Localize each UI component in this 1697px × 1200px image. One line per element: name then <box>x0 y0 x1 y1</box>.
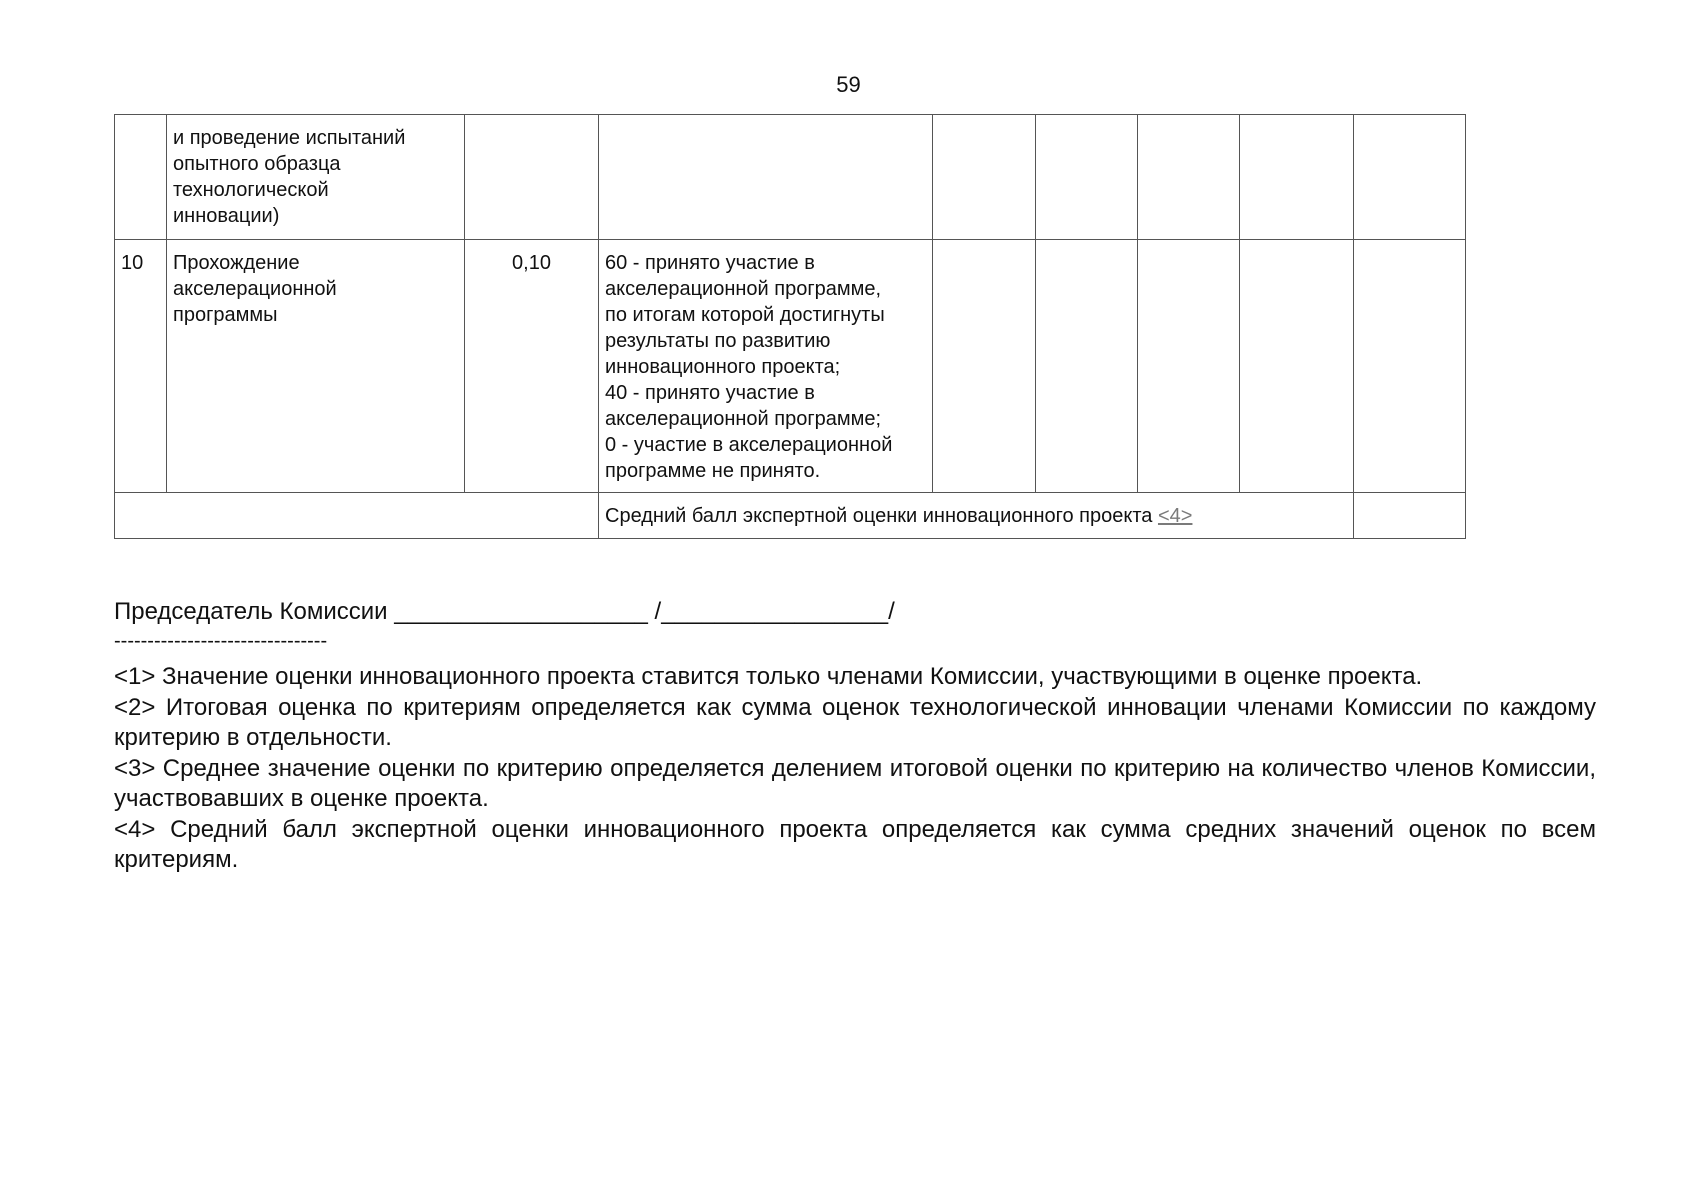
criteria-table <box>114 114 1466 539</box>
score-cell <box>933 115 1036 240</box>
signature-line <box>114 598 895 626</box>
score-cell <box>933 240 1036 493</box>
average-cell <box>1354 240 1466 493</box>
weight-cell <box>465 115 599 240</box>
score-cell <box>1036 115 1138 240</box>
score-cell <box>1036 240 1138 493</box>
average-score-row <box>115 493 1466 539</box>
footnote-3: <3> Среднее значение оценки по критерию определяется делением итоговой оценки по критерию на количество членов Комиссии, участвовавших в оценке проекта. <box>114 754 1596 812</box>
table-row <box>115 115 1466 240</box>
footnote-4-link[interactable]: <4> <box>1157 505 1193 527</box>
page-number: 59 <box>836 72 861 97</box>
footnote-4: <4> Средний балл экспертной оценки инновационного проекта определяется как сумма средних значений оценок по всем критериям. <box>114 815 1596 873</box>
signature-blank: ___________________ <box>394 598 648 625</box>
table-row <box>115 240 1466 493</box>
footnote-separator: -------------------------------- <box>114 630 328 652</box>
footnote-1: <1> Значение оценки инновационного проекта ставится только членами Комиссии, участвующими в оценке проекта. <box>114 663 1423 690</box>
row-number-cell <box>115 115 167 240</box>
average-score-value <box>1354 493 1466 539</box>
score-cell <box>1138 240 1240 493</box>
score-cell <box>1138 115 1240 240</box>
empty-cell <box>115 493 599 539</box>
chairman-label: Председатель Комиссии <box>114 598 388 625</box>
total-cell <box>1240 115 1354 240</box>
scale-cell <box>599 115 933 240</box>
weight-cell: 0,10 <box>465 240 599 493</box>
footnotes <box>114 662 1596 876</box>
signature-slash: / <box>888 598 895 625</box>
name-blank: _________________ <box>661 598 889 625</box>
scale-cell: 60 - принято участие в акселерационной программе, по итогам которой достигнуты результаты по развитию инновационного проекта; 40 - принято участие в акселерационной программе; 0 - участие в акселерационной программе не принято. <box>599 240 933 493</box>
average-cell <box>1354 115 1466 240</box>
signature-slash: / <box>654 598 662 625</box>
criterion-cell: Прохождение акселерационной программы <box>167 240 465 493</box>
average-score-text: Средний балл экспертной оценки инновационного проекта <box>605 505 1153 527</box>
footnote-2: <2> Итоговая оценка по критериям определяется как сумма оценок технологической инновации членами Комиссии по каждому критерию в отдельности. <box>114 693 1596 751</box>
total-cell <box>1240 240 1354 493</box>
criterion-cell: и проведение испытаний опытного образца технологической инновации) <box>167 115 465 240</box>
average-score-label <box>599 493 1354 539</box>
row-number-cell: 10 <box>115 240 167 493</box>
